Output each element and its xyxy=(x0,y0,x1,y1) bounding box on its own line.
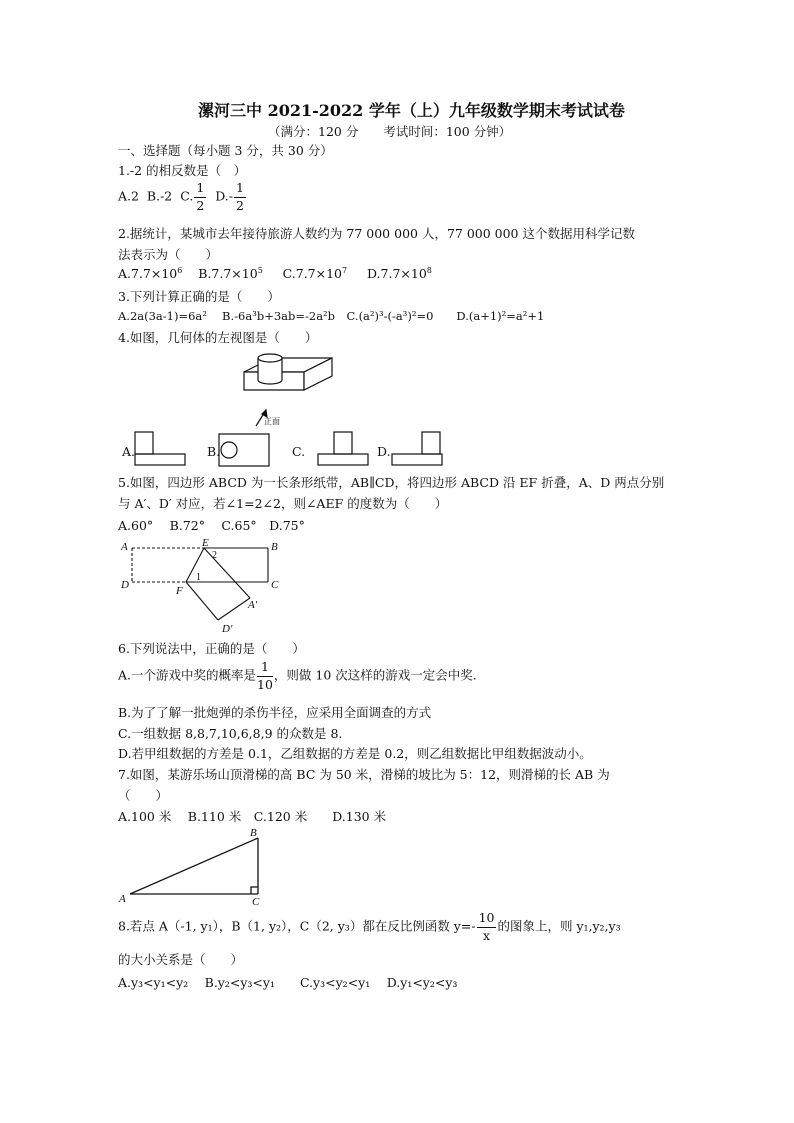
q5-label-d-prime: D′ xyxy=(222,623,233,635)
q5-label-e: E xyxy=(202,537,209,549)
q5-label-f: F xyxy=(176,585,183,597)
q4-option-b-label: B. xyxy=(207,444,221,459)
q2-line2: 法表示为（ ） xyxy=(118,247,219,262)
q4-solid-figure xyxy=(238,350,338,430)
q8-options: A.y₃<y₁<y₂ B.y₂<y₃<y₁ C.y₃<y₂<y₁ D.y₁<y₂<y₃ xyxy=(118,975,458,990)
q2-options: $A.7.7\times 10^6$ $B.7.7\times 10^5$ $C.7.7\times 10^7$ $D.7.7\times 10^8$ xyxy=(118,266,432,282)
q3-stem: 3.下列计算正确的是（ ） xyxy=(118,289,280,304)
q5-angle-1: 1 xyxy=(196,572,201,583)
q5-options: A.60° B.72° C.65° D.75° xyxy=(118,518,305,533)
q5-folding-figure xyxy=(118,536,278,636)
q1-options xyxy=(118,182,247,212)
q8-fraction: $\frac{10}{x}$ xyxy=(478,910,495,943)
section-heading: 一、选择题（每小题 3 分，共 30 分） xyxy=(118,143,333,158)
q4-stem: 4.如图，几何体的左视图是（ ） xyxy=(118,330,318,345)
q5-label-b: B xyxy=(271,541,278,553)
q7-label-a: A xyxy=(119,893,126,905)
q8-line1: 8.若点 A（-1, y₁），B（1, y₂），C（2, y₃）都在反比例函数 y=- $\frac{10}{x}$ 的图象上，则 y₁,y₂,y₃ xyxy=(118,910,621,943)
q6-option-b: B.为了了解一批炮弹的杀伤半径，应采用全面调查的方式 xyxy=(118,705,432,720)
q7-line2: （ ） xyxy=(118,788,169,803)
q5-angle-2: 2 xyxy=(212,550,217,561)
q1-fraction-d: $\frac{1}{2}$ xyxy=(236,180,244,213)
q1-stem: 1.-2 的相反数是（ ） xyxy=(118,163,247,178)
exam-title: 漯河三中 2021-2022 学年（上）九年级数学期末考试试卷 xyxy=(198,101,625,120)
q6-option-c: C.一组数据 8,8,7,10,6,8,9 的众数是 8. xyxy=(118,726,343,741)
q1-option-c: C. xyxy=(180,188,194,204)
q7-slide-figure xyxy=(118,826,278,906)
q1-option-d: D.- xyxy=(215,188,233,204)
q4-option-a-figure xyxy=(135,432,187,468)
q1-option-b: B.-2 xyxy=(146,188,173,204)
q5-label-d: D xyxy=(121,579,129,591)
q6-stem: 6.下列说法中，正确的是（ ） xyxy=(118,641,305,656)
q5-line2: 与 A′、D′ 对应，若∠1=2∠2，则∠AEF 的度数为（ ） xyxy=(118,496,448,511)
q2-line1: 2.据统计，某城市去年接待旅游人数约为 77 000 000 人，77 000 000 这个数据用科学记数 xyxy=(118,226,635,241)
q6-fraction: $\frac{1}{10}$ xyxy=(257,659,273,692)
q1-option-a: A.2 xyxy=(118,188,139,204)
q4-option-a-label: A. xyxy=(122,444,136,459)
q5-line1: 5.如图，四边形 ABCD 为一长条形纸带，AB∥CD，将四边形 ABCD 沿 EF 折叠，A、D 两点分别 xyxy=(118,475,665,490)
q4-option-d-label: D. xyxy=(377,444,391,459)
q5-label-a-prime: A′ xyxy=(248,599,258,611)
q5-label-a: A xyxy=(121,541,128,553)
q6-option-d: D.若甲组数据的方差是 0.1，乙组数据的方差是 0.2，则乙组数据比甲组数据波动小。 xyxy=(118,746,592,761)
q7-label-c: C xyxy=(252,896,260,908)
exam-subtitle: （满分：120 分 考试时间：100 分钟） xyxy=(268,124,512,139)
q4-option-c-label: C. xyxy=(292,444,306,459)
front-view-label: 正面 xyxy=(264,417,280,426)
q5-label-c: C xyxy=(271,579,279,591)
q4-option-c-figure xyxy=(318,432,370,468)
q1-fraction-c: $\frac{1}{2}$ xyxy=(196,180,205,213)
q8-line2: 的大小关系是（ ） xyxy=(118,952,244,967)
q7-line1: 7.如图，某游乐场山顶滑梯的高 BC 为 50 米，滑梯的坡比为 5：12，则滑梯的长 AB 为 xyxy=(118,767,610,782)
q6-option-a: A.一个游戏中奖的概率是 $\frac{1}{10}$ ，则做 10 次这样的游戏一定会中奖. xyxy=(118,659,477,692)
q3-options: A.2a(3a-1)=6a² B.-6a³b+3ab=-2a²b C.(a²)³-(-a³)²=0 D.(a+1)²=a²+1 xyxy=(118,309,545,323)
q7-label-b: B xyxy=(250,827,257,839)
q7-options: A.100 米 B.110 米 C.120 米 D.130 米 xyxy=(118,809,387,824)
q4-option-b-figure xyxy=(219,434,271,468)
q4-option-d-figure xyxy=(392,432,444,468)
